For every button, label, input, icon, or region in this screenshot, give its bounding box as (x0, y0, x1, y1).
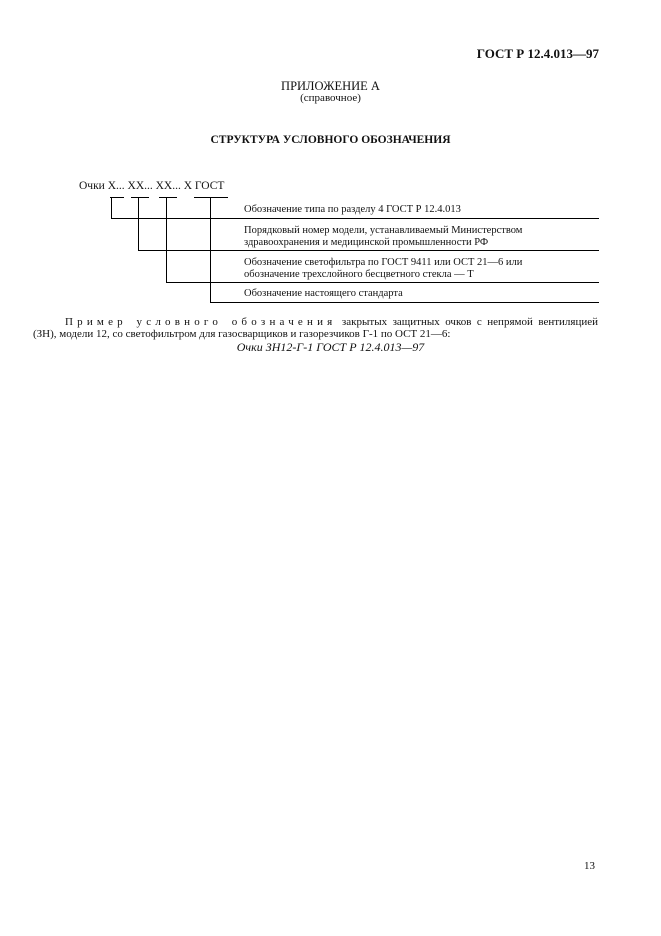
description-filter-line2: обозначение трехслойного бесцветного стекла — Т (244, 269, 474, 280)
page-number: 13 (584, 860, 595, 872)
underline-gost (194, 197, 228, 198)
underline-x1 (110, 197, 124, 198)
description-standard-line1: Обозначение настоящего стандарта (244, 288, 403, 299)
description-model-number-line2: здравоохранения и медицинской промышленности РФ (244, 237, 489, 248)
rule-3 (166, 282, 599, 283)
section-title: СТРУКТУРА УСЛОВНОГО ОБОЗНАЧЕНИЯ (210, 134, 451, 146)
description-model-number (244, 225, 522, 249)
example-lead-rest: закрытых защитных очков с непрямой вентиляцией (ЗН), модели 12, со светофильтром для газосварщиков и газорезчиков Г-1 по ОСТ 21—6: (33, 316, 599, 340)
underline-xx1 (131, 197, 149, 198)
connector-v1 (111, 198, 112, 219)
connector-v3 (166, 198, 167, 283)
appendix-title: ПРИЛОЖЕНИЕ А (281, 79, 380, 93)
description-standard (244, 288, 403, 300)
designation-formula: Очки Х... ХХ... ХХ... Х ГОСТ (79, 180, 225, 192)
rule-4 (210, 302, 599, 303)
appendix-note: (справочное) (300, 92, 361, 104)
example-lead-spaced: Пример условного обозначения (65, 316, 337, 328)
example-paragraph (33, 316, 598, 340)
rule-2 (138, 250, 599, 251)
example-designation: Очки ЗН12-Г-1 ГОСТ Р 12.4.013—97 (236, 340, 425, 354)
description-model-number-line1: Порядковый номер модели, устанавливаемый Министерством (244, 225, 523, 236)
description-filter-line1: Обозначение светофильтра по ГОСТ 9411 или ОСТ 21—6 или (244, 257, 523, 268)
description-filter (244, 257, 522, 281)
connector-v2 (138, 198, 139, 251)
rule-1 (111, 218, 599, 219)
document-id: ГОСТ Р 12.4.013—97 (476, 46, 599, 61)
underline-xx2 (159, 197, 177, 198)
description-type-line1: Обозначение типа по разделу 4 ГОСТ Р 12.4.013 (244, 204, 461, 215)
description-type (244, 204, 461, 216)
